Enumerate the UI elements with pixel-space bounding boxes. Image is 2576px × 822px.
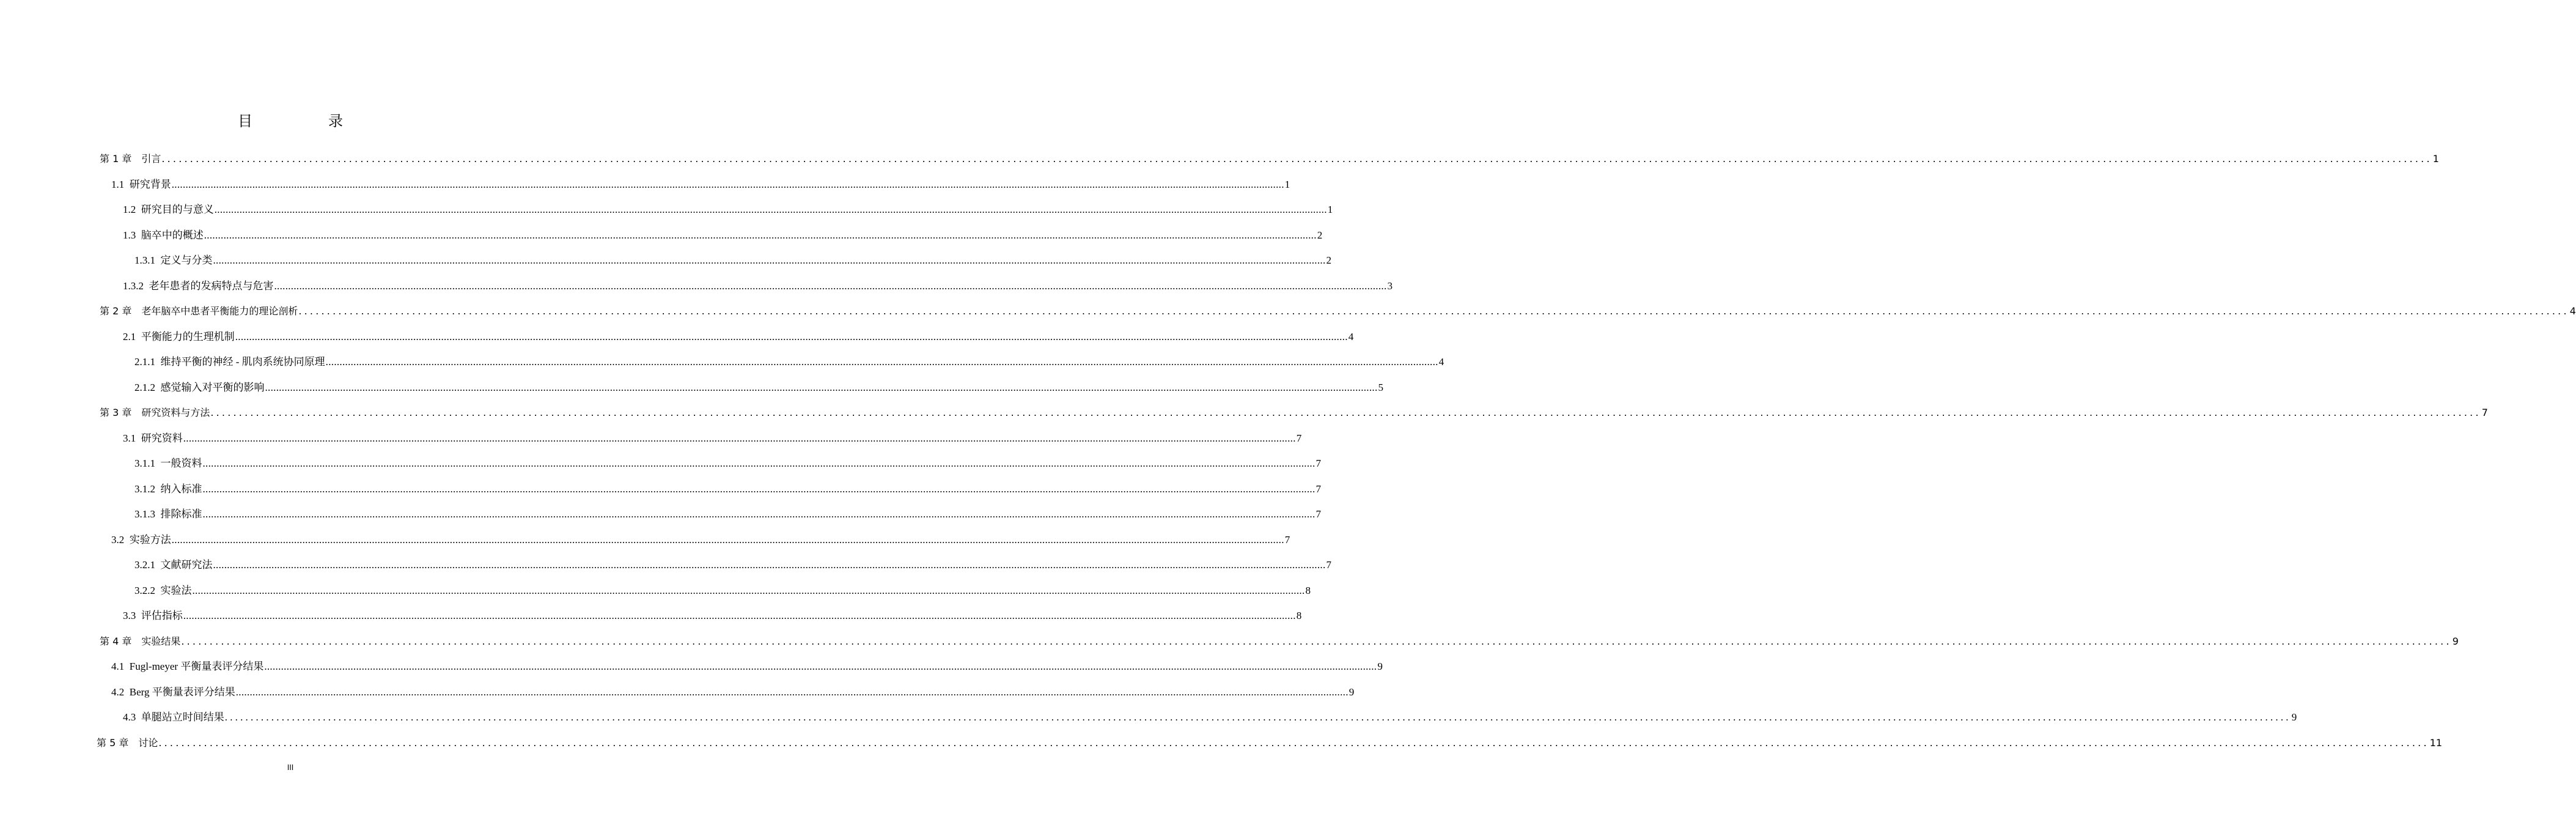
toc-section-entry[interactable] — [134, 253, 1331, 268]
toc-entry-label: 1.3.2 老年患者的发病特点与危害 — [123, 280, 274, 292]
toc-section-entry[interactable] — [134, 482, 1321, 497]
toc-entry-page: 1 — [2432, 153, 2439, 165]
toc-section-entry[interactable] — [111, 533, 1290, 547]
toc-section-entry[interactable] — [134, 456, 1321, 471]
toc-entry-label: 3.1.3 排除标准 — [134, 508, 202, 520]
toc-section-entry[interactable] — [123, 279, 1393, 294]
toc-entry-page: 3 — [1387, 280, 1393, 292]
toc-section-entry[interactable] — [123, 330, 1354, 344]
toc-entry-page: 5 — [1378, 382, 1383, 393]
toc-entry-label: 2.1.2 感觉输入对平衡的影响 — [134, 382, 265, 393]
toc-entry-label: 4.2 Berg 平衡量表评分结果 — [111, 686, 235, 698]
toc-entry-label: 3.1 研究资料 — [123, 432, 183, 444]
toc-dot-leader: ................................................................................................................................................................................................................................................................................................................................................................................................................ — [265, 382, 1378, 393]
toc-section-entry[interactable] — [123, 202, 1333, 217]
toc-entry-label: 2.1.1 维持平衡的神经 - 肌肉系统协同原理 — [134, 356, 325, 368]
toc-entry-label: 3.2.2 实验法 — [134, 585, 192, 596]
toc-entry-page: 2 — [1326, 254, 1331, 266]
toc-entry-page: 11 — [2429, 737, 2443, 749]
toc-chapter-entry[interactable] — [97, 736, 2443, 750]
toc-chapter-entry[interactable] — [100, 152, 2439, 166]
toc-entry-page: 7 — [1284, 534, 1290, 546]
toc-entry-page: 7 — [1316, 508, 1321, 520]
page-title: 目 录 — [238, 113, 374, 130]
toc-entry-label: 3.2.1 文献研究法 — [134, 559, 213, 571]
toc-dot-leader: ................................................................................................................................................................................................................................................................................................................................................................................................................ — [274, 280, 1387, 292]
toc-entry-label: 第 5 章 讨论 — [97, 737, 158, 749]
toc-dot-leader: ................................................................................................................................................................................................................................................................................................................................................................................................................ — [325, 356, 1438, 368]
toc-entry-page: 4 — [1438, 356, 1444, 368]
toc-section-entry[interactable] — [111, 685, 1355, 700]
toc-dot-leader: ................................................................................................................................................................................................................................................................................................................................................................................................................ — [202, 483, 1316, 495]
toc-dot-leader: ................................................................................................................................................................................................................................................................................................................................................................................................................ — [171, 179, 1284, 190]
page-number: III — [287, 763, 294, 772]
toc-dot-leader: ................................................................................................................................................................................................................................................................................................................................................................................................................ — [264, 661, 1377, 672]
toc-entry-page: 7 — [1316, 483, 1321, 495]
toc-entry-label: 1.3 脑卒中的概述 — [123, 229, 204, 241]
toc-dot-leader: ................................................................................................................................................................................................................................................................................................................................................................................................................ — [235, 686, 1349, 698]
toc-dot-leader: ................................................................................................................................................................................................................................................................................................................................................................................................................ — [224, 711, 2291, 723]
toc-entry-label: 3.3 评估指标 — [123, 610, 183, 621]
toc-entry-label: 1.1 研究背景 — [111, 179, 171, 190]
toc-entry-page: 7 — [1296, 432, 1302, 444]
toc-entry-label: 第 2 章 老年脑卒中患者平衡能力的理论剖析 — [100, 305, 298, 317]
toc-entry-label: 3.2 实验方法 — [111, 534, 171, 546]
toc-entry-label: 4.3 单腿站立时间结果 — [123, 711, 224, 723]
toc-entry-page: 9 — [2291, 711, 2297, 723]
toc-dot-leader: ................................................................................................................................................................................................................................................................................................................................................................................................................ — [183, 432, 1296, 444]
toc-section-entry[interactable] — [134, 355, 1444, 369]
toc-entry-page: 7 — [1316, 457, 1321, 469]
toc-dot-leader: ................................................................................................................................................................................................................................................................................................................................................................................................................ — [202, 457, 1316, 469]
toc-section-entry[interactable] — [123, 228, 1323, 243]
toc-chapter-entry[interactable] — [100, 634, 2459, 649]
toc-section-entry[interactable] — [134, 380, 1383, 395]
toc-entry-page: 9 — [1377, 661, 1383, 672]
toc-entry-page: 2 — [1317, 229, 1323, 241]
toc-dot-leader: ................................................................................................................................................................................................................................................................................................................................................................................................................ — [213, 254, 1326, 266]
toc-entry-page: 1 — [1284, 179, 1290, 190]
toc-entry-label: 第 3 章 研究资料与方法 — [100, 407, 210, 418]
toc-dot-leader: ................................................................................................................................................................................................................................................................................................................................................................................................................ — [210, 407, 2481, 418]
toc-entry-label: 1.2 研究目的与意义 — [123, 204, 214, 215]
toc-dot-leader: ................................................................................................................................................................................................................................................................................................................................................................................................................ — [235, 331, 1348, 342]
toc-dot-leader: ................................................................................................................................................................................................................................................................................................................................................................................................................ — [158, 737, 2429, 749]
toc-entry-label: 3.1.1 一般资料 — [134, 457, 202, 469]
toc-dot-leader: ................................................................................................................................................................................................................................................................................................................................................................................................................ — [204, 229, 1317, 241]
toc-section-entry[interactable] — [123, 609, 1302, 623]
toc-section-entry[interactable] — [123, 431, 1302, 446]
toc-entry-label: 第 1 章 引言 — [100, 153, 161, 165]
toc-dot-leader: ................................................................................................................................................................................................................................................................................................................................................................................................................ — [214, 204, 1327, 215]
toc-entry-page: 7 — [1326, 559, 1331, 571]
toc-dot-leader: ................................................................................................................................................................................................................................................................................................................................................................................................................ — [171, 534, 1284, 546]
toc-entry-page: 7 — [2481, 407, 2488, 418]
toc-entry-page: 9 — [1349, 686, 1355, 698]
toc-dot-leader: ................................................................................................................................................................................................................................................................................................................................................................................................................ — [192, 585, 1305, 596]
toc-dot-leader: ................................................................................................................................................................................................................................................................................................................................................................................................................ — [161, 153, 2432, 165]
toc-entry-label: 2.1 平衡能力的生理机制 — [123, 331, 235, 342]
toc-entry-label: 3.1.2 纳入标准 — [134, 483, 202, 495]
toc-dot-leader: ................................................................................................................................................................................................................................................................................................................................................................................................................ — [181, 635, 2452, 647]
toc-section-entry[interactable] — [111, 659, 1383, 674]
toc-entry-label: 第 4 章 实验结果 — [100, 635, 181, 647]
toc-dot-leader: ................................................................................................................................................................................................................................................................................................................................................................................................................ — [183, 610, 1296, 621]
toc-dot-leader: ................................................................................................................................................................................................................................................................................................................................................................................................................ — [202, 508, 1316, 520]
toc-entry-page: 4 — [1348, 331, 1354, 342]
toc-chapter-entry[interactable] — [100, 405, 2488, 420]
toc-section-entry[interactable] — [134, 558, 1331, 572]
toc-dot-leader: ................................................................................................................................................................................................................................................................................................................................................................................................................ — [213, 559, 1326, 571]
toc-entry-page: 1 — [1327, 204, 1333, 215]
toc-entry-label: 4.1 Fugl-meyer 平衡量表评分结果 — [111, 661, 264, 672]
toc-entry-page: 8 — [1296, 610, 1302, 621]
toc-chapter-entry[interactable] — [100, 304, 2576, 319]
toc-entry-page: 9 — [2452, 635, 2459, 647]
toc-section-entry[interactable] — [123, 710, 2297, 725]
toc-entry-page: 4 — [2569, 305, 2576, 317]
toc-section-entry[interactable] — [134, 583, 1311, 598]
toc-section-entry[interactable] — [111, 177, 1290, 192]
toc-section-entry[interactable] — [134, 507, 1321, 522]
toc-entry-label: 1.3.1 定义与分类 — [134, 254, 213, 266]
toc-dot-leader: ................................................................................................................................................................................................................................................................................................................................................................................................................ — [298, 305, 2569, 317]
toc-entry-page: 8 — [1305, 585, 1311, 596]
